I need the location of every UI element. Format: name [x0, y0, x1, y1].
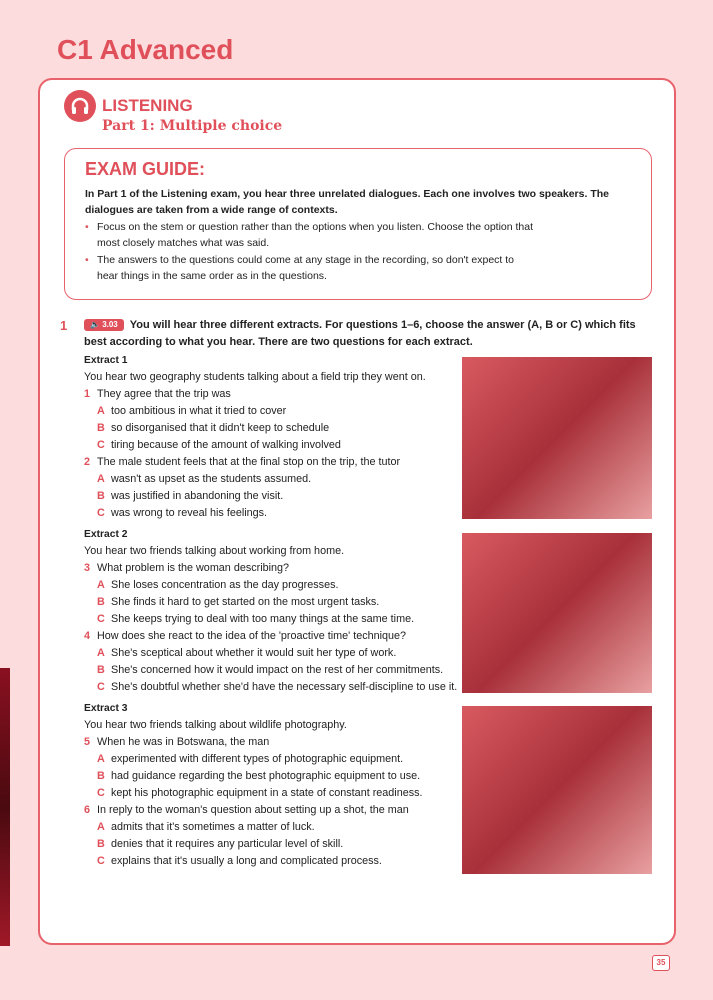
page-number: 35 — [652, 955, 670, 971]
option-text: was justified in abandoning the visit. — [111, 490, 284, 502]
option-letter: C — [97, 507, 105, 519]
option-text: explains that it's usually a long and complicated process. — [111, 855, 382, 867]
answer-option[interactable] — [84, 594, 464, 611]
extract-heading: Extract 1 — [84, 355, 128, 366]
question-number: 4 — [84, 630, 91, 642]
headphones-icon — [64, 90, 96, 122]
question-stem: What problem is the woman describing? — [97, 562, 290, 574]
option-letter: C — [97, 855, 105, 867]
answer-option[interactable] — [84, 645, 464, 662]
extract-context: You hear two geography students talking about a field trip they went on. — [84, 371, 426, 383]
answer-option[interactable] — [84, 836, 464, 853]
extract — [84, 352, 464, 522]
question — [84, 454, 464, 471]
option-letter: B — [97, 422, 105, 434]
option-letter: C — [97, 439, 105, 451]
option-letter: B — [97, 490, 105, 502]
answer-option[interactable] — [84, 577, 464, 594]
edge-photo-strip — [0, 668, 10, 946]
audio-track-button[interactable]: 🔈 3.03 — [84, 319, 124, 331]
part-heading: Part 1: Multiple choice — [102, 118, 283, 134]
option-letter: A — [97, 579, 105, 591]
option-letter: A — [97, 405, 105, 417]
option-text: kept his photographic equipment in a state of constant readiness. — [111, 787, 423, 799]
exam-guide — [64, 148, 652, 300]
hikers-photo — [462, 357, 652, 519]
extract-context: You hear two friends talking about wildlife photography. — [84, 719, 347, 731]
task-instructions — [60, 317, 660, 351]
option-text: was wrong to reveal his feelings. — [111, 507, 268, 519]
answer-option[interactable] — [84, 437, 464, 454]
question-stem: In reply to the woman's question about setting up a shot, the man — [97, 804, 409, 816]
answer-option[interactable] — [84, 679, 464, 696]
option-text: She's sceptical about whether it would suit her type of work. — [111, 647, 397, 659]
question — [84, 386, 464, 403]
exam-guide-intro: In Part 1 of the Listening exam, you hear three unrelated dialogues. Each one involves two speakers. The dialogues are taken from a wide range of contexts. — [85, 188, 609, 216]
exam-guide-heading: EXAM GUIDE: — [85, 159, 206, 179]
question-stem: How does she react to the idea of the 'proactive time' technique? — [97, 630, 407, 642]
question-number: 5 — [84, 736, 91, 748]
answer-option[interactable] — [84, 853, 464, 870]
option-letter: A — [97, 753, 105, 765]
option-text: experimented with different types of photographic equipment. — [111, 753, 404, 765]
question — [84, 734, 464, 751]
option-text: She loses concentration as the day progresses. — [111, 579, 339, 591]
option-letter: A — [97, 821, 105, 833]
question-number: 1 — [84, 388, 91, 400]
option-text: She keeps trying to deal with too many things at the same time. — [111, 613, 415, 625]
answer-option[interactable] — [84, 611, 464, 628]
question-stem: When he was in Botswana, the man — [97, 736, 270, 748]
answer-option[interactable] — [84, 751, 464, 768]
answer-option[interactable] — [84, 768, 464, 785]
extract-heading: Extract 2 — [84, 529, 128, 540]
extract — [84, 526, 464, 696]
extract-heading: Extract 3 — [84, 703, 128, 714]
woman-laptop-photo — [462, 533, 652, 693]
option-letter: C — [97, 681, 105, 693]
question-stem: The male student feels that at the final stop on the trip, the tutor — [97, 456, 401, 468]
option-letter: A — [97, 647, 105, 659]
task-text: You will hear three different extracts. For questions 1–6, choose the answer (A, B or C) which fits best according to what you hear. There are two questions for each extract. — [84, 319, 636, 348]
option-letter: B — [97, 664, 105, 676]
option-letter: C — [97, 613, 105, 625]
option-text: She's concerned how it would impact on the rest of her commitments. — [111, 664, 444, 676]
question — [84, 560, 464, 577]
option-text: denies that it requires any particular level of skill. — [111, 838, 344, 850]
content-card — [38, 78, 676, 945]
answer-option[interactable] — [84, 662, 464, 679]
photographer-photo — [462, 706, 652, 874]
audio-track-number: 3.03 — [102, 320, 118, 329]
answer-option[interactable] — [84, 488, 464, 505]
answer-option[interactable] — [84, 420, 464, 437]
question-number: 2 — [84, 456, 91, 468]
option-letter: A — [97, 473, 105, 485]
option-text: She's doubtful whether she'd have the necessary self-discipline to use it. — [111, 681, 458, 693]
option-letter: B — [97, 770, 105, 782]
answer-option[interactable] — [84, 403, 464, 420]
option-letter: B — [97, 838, 105, 850]
option-text: wasn't as upset as the students assumed. — [111, 473, 312, 485]
option-text: too ambitious in what it tried to cover — [111, 405, 287, 417]
option-text: had guidance regarding the best photographic equipment to use. — [111, 770, 421, 782]
question-stem: They agree that the trip was — [97, 388, 231, 400]
exam-guide-tip: • The answers to the questions could come at any stage in the recording, so don't expect to hear things in the same order as in the questions. — [85, 252, 535, 284]
question — [84, 802, 464, 819]
question-number: 6 — [84, 804, 91, 816]
answer-option[interactable] — [84, 471, 464, 488]
answer-option[interactable] — [84, 819, 464, 836]
page-title: C1 Advanced — [57, 34, 234, 65]
question-number: 3 — [84, 562, 91, 574]
task-number: 1 — [60, 318, 68, 333]
section-heading: LISTENING — [102, 96, 193, 115]
option-text: She finds it hard to get started on the most urgent tasks. — [111, 596, 380, 608]
option-text: so disorganised that it didn't keep to schedule — [111, 422, 330, 434]
answer-option[interactable] — [84, 785, 464, 802]
exam-guide-tip: • Focus on the stem or question rather than the options when you listen. Choose the option that most closely matches what was said. — [85, 219, 535, 251]
question — [84, 628, 464, 645]
answer-option[interactable] — [84, 505, 464, 522]
option-letter: B — [97, 596, 105, 608]
extract-context: You hear two friends talking about working from home. — [84, 545, 345, 557]
option-text: admits that it's sometimes a matter of luck. — [111, 821, 315, 833]
option-text: tiring because of the amount of walking involved — [111, 439, 341, 451]
extract — [84, 700, 464, 870]
option-letter: C — [97, 787, 105, 799]
